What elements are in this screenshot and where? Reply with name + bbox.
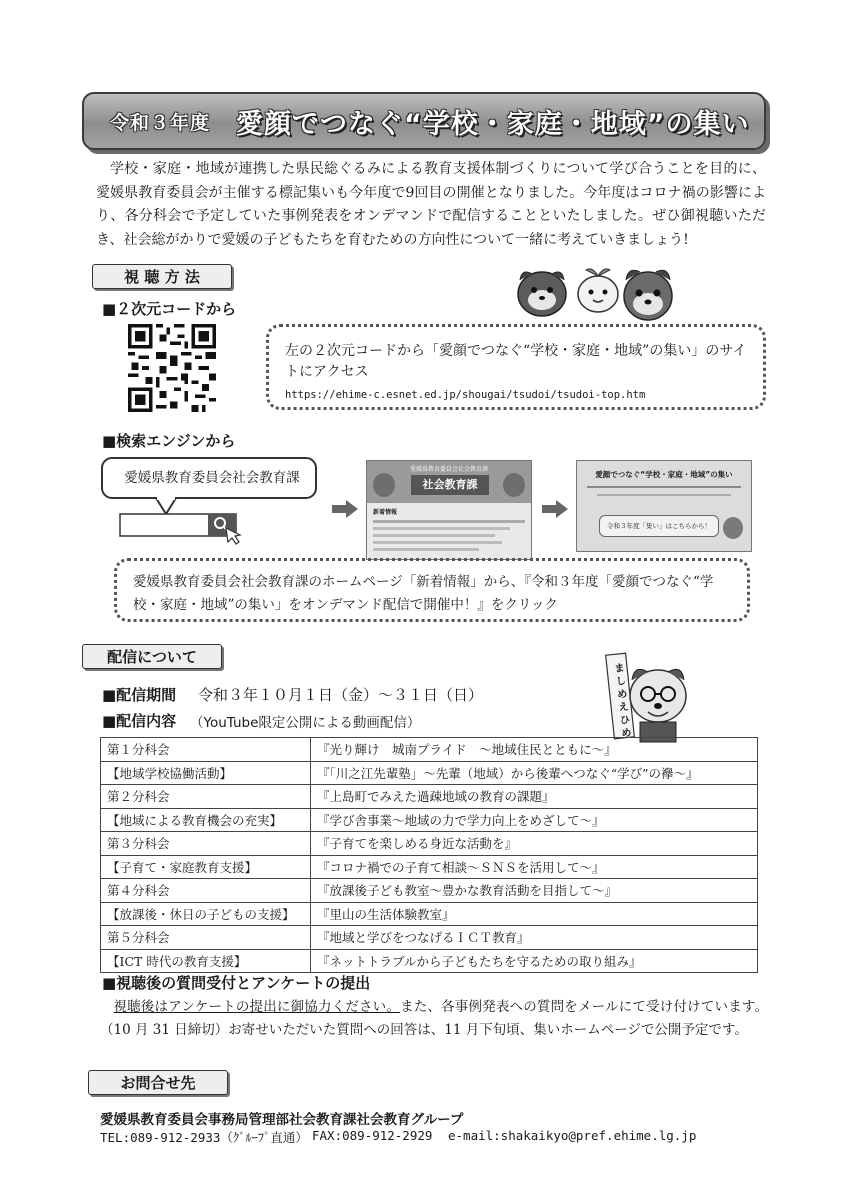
table-row	[101, 761, 758, 785]
contact-tel: TEL:089-912-2933（ｸﾞﾙｰﾌﾟ直通）	[100, 1130, 308, 1145]
table-row	[101, 855, 758, 879]
homepage-screenshot	[366, 460, 532, 560]
contact-org: 愛媛県教育委員会事務局管理部社会教育課社会教育グループ	[100, 1112, 464, 1128]
session-talk: 『学び舎事業～地域の力で学力向上をめざして～』	[311, 808, 758, 832]
qr-instruction-text: 左の２次元コードから「愛顔でつなぐ“学校・家庭・地域”の集い」のサイトにアクセス	[285, 343, 747, 380]
session-name: 第１分科会	[101, 738, 311, 762]
mascot-dog-large-icon	[624, 270, 672, 320]
title-year: 令和３年度	[110, 111, 211, 134]
survey-heading: ■視聴後の質問受付とアンケートの提出	[102, 974, 371, 992]
qr-heading: ■２次元コードから	[102, 300, 237, 318]
search-instruction-box	[114, 558, 750, 622]
search-query: 愛媛県教育委員会社会教育課	[124, 470, 300, 486]
thumb1-banner: 社会教育課	[411, 475, 489, 495]
session-theme: 【地域による教育機会の充実】	[101, 808, 311, 832]
search-input[interactable]	[121, 515, 207, 535]
qr-code[interactable]	[128, 324, 216, 412]
survey-rest: また、各事例発表への質問をメールにて受け付けています。（10 月 31 日締切）お寄せいただいた質問への回答は、11 月下旬頃、集いホームページで公開予定です。	[100, 999, 768, 1038]
table-row	[101, 785, 758, 809]
mascot-sash-icon	[598, 650, 698, 746]
qr-instruction-box	[266, 324, 766, 410]
distribution-tag: 配信について	[82, 644, 222, 669]
session-name: 第２分科会	[101, 785, 311, 809]
page-title: 愛顔でつなぐ“学校・家庭・地域”の集い	[236, 108, 750, 140]
site-url[interactable]: https://ehime-c.esnet.ed.jp/shougai/tsudoi/tsudoi-top.htm	[285, 389, 646, 401]
mascot-sash-text: ましめえひめ	[614, 662, 632, 740]
table-row	[101, 879, 758, 903]
session-talk: 『ネットトラブルから子どもたちを守るための取り組み』	[311, 949, 758, 973]
table-row	[101, 926, 758, 950]
session-name: 第３分科会	[101, 832, 311, 856]
contact-email[interactable]: e-mail:shakaikyo@pref.ehime.lg.jp	[448, 1128, 697, 1143]
thumb2-button: 令和３年度「集い」はこちらから！	[599, 515, 719, 537]
session-table	[100, 737, 758, 973]
table-row	[101, 902, 758, 926]
content-label: ■配信内容	[102, 712, 177, 730]
content-note: （YouTube限定公開による動画配信）	[190, 715, 421, 731]
session-name: 第５分科会	[101, 926, 311, 950]
session-talk: 『地域と学びをつなげるＩＣＴ教育』	[311, 926, 758, 950]
mascot-dog-icon	[518, 272, 566, 316]
table-row	[101, 949, 758, 973]
session-theme: 【ICT 時代の教育支援】	[101, 949, 311, 973]
intro-paragraph: 学校・家庭・地域が連携した県民総ぐるみによる教育支援体制づくりについて学び合うことを目的に、愛媛県教育委員会が主催する標記集いも今年度で9回目の開催となりました。今年度はコロナ禍の影響により、各分科会で予定していた事例発表をオンデマンドで配信することといたしました。ぜひ御視聴いただき、社会総がかりで愛媛の子どもたちを育むための方向性について一緒に考えていきましょう!	[96, 161, 766, 248]
search-icon[interactable]	[208, 514, 236, 536]
viewing-method-tag: 視 聴 方 法	[92, 264, 232, 289]
survey-underlined: 視聴後はアンケートの提出に御協力ください。	[113, 999, 401, 1015]
thumb1-header: 愛媛県教育委員会社会教育課	[409, 466, 488, 473]
arrow-right-icon	[332, 500, 358, 518]
search-heading: ■検索エンジンから	[102, 432, 236, 450]
period-label: ■配信期間	[102, 686, 177, 704]
search-instruction-text: 愛媛県教育委員会社会教育課のホームページ「新着情報」から、『令和３年度「愛顔でつなぐ“学校・家庭・地域”の集い」をオンデマンド配信で開催中！』をクリック	[133, 574, 714, 613]
session-talk: 『上島町でみえた過疎地域の教育の課題』	[311, 785, 758, 809]
mascot-group	[508, 258, 676, 324]
session-talk: 『里山の生活体験教室』	[311, 902, 758, 926]
thumb2-title: 愛顔でつなぐ“学校・家庭・地域”の集い	[595, 470, 733, 479]
table-row	[101, 738, 758, 762]
event-page-screenshot	[576, 460, 752, 552]
session-theme: 【子育て・家庭教育支援】	[101, 855, 311, 879]
session-theme: 【放課後・休日の子どもの支援】	[101, 902, 311, 926]
table-row	[101, 832, 758, 856]
thumb1-news: 新着情報	[373, 509, 398, 516]
survey-paragraph	[100, 996, 768, 1042]
contact-fax: FAX:089-912-2929	[312, 1128, 433, 1143]
session-talk: 『「川之江先輩塾」～先輩（地域）から後輩へつなぐ“学び”の襷～』	[311, 761, 758, 785]
mascot-mikan-icon	[578, 269, 618, 312]
table-row	[101, 808, 758, 832]
session-name: 第４分科会	[101, 879, 311, 903]
session-talk: 『放課後子ども教室～豊かな教育活動を目指して～』	[311, 879, 758, 903]
arrow-right-icon	[542, 500, 568, 518]
title-banner	[82, 92, 766, 150]
period-value: 令和３年１０月１日（金）～３１日（日）	[198, 686, 484, 704]
session-talk: 『光り輝け 城南プライド ～地域住民とともに～』	[311, 738, 758, 762]
session-talk: 『子育てを楽しめる身近な活動を』	[311, 832, 758, 856]
session-theme: 【地域学校協働活動】	[101, 761, 311, 785]
session-talk: 『コロナ禍での子育て相談～ＳＮＳを活用して～』	[311, 855, 758, 879]
contact-tag: お問合せ先	[88, 1070, 228, 1095]
